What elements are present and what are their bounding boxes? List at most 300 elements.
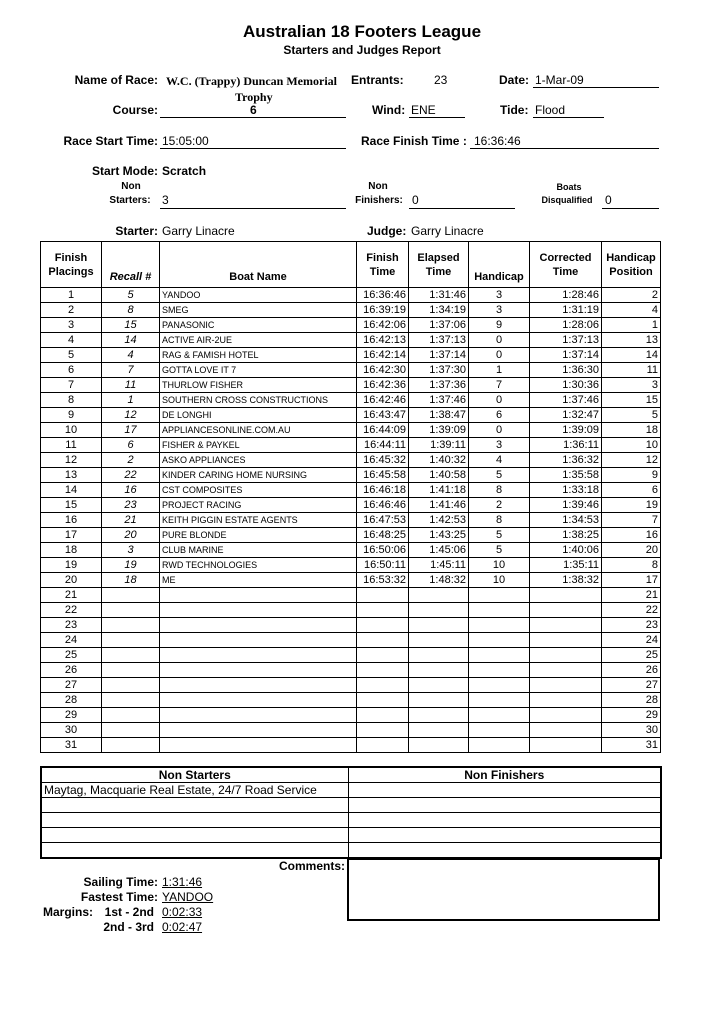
non-finisher-cell (348, 843, 661, 858)
disqualified-label-1: Boats (556, 182, 582, 192)
cell-elapsed-time: 1:45:06 (409, 543, 469, 558)
cell-finish-placing: 3 (41, 318, 102, 333)
ns-row (41, 843, 661, 858)
table-row (41, 468, 661, 483)
cell-elapsed-time: 1:45:11 (409, 558, 469, 573)
non-finishers-header: Non Finishers (348, 767, 661, 783)
fastest-time-value: YANDOO (162, 890, 214, 904)
entrants-value: 23 (434, 73, 448, 87)
cell-recall: 18 (102, 573, 160, 588)
cell-handicap: 3 (469, 438, 530, 453)
cell-finish-time: 16:36:46 (357, 288, 409, 303)
col-header-elapsed-time: Elapsed Time (409, 242, 469, 288)
col-header-handicap: Handicap (469, 242, 530, 288)
col-header-corrected-time: Corrected Time (530, 242, 602, 288)
race-name-label: Name of Race: (74, 73, 158, 87)
cell-finish-placing: 25 (41, 648, 102, 663)
table-row (41, 738, 661, 753)
cell-boat-name (160, 633, 357, 648)
ns-row (41, 813, 661, 828)
cell-elapsed-time (409, 603, 469, 618)
ns-row (41, 783, 661, 798)
cell-boat-name: SOUTHERN CROSS CONSTRUCTIONS (160, 393, 357, 408)
cell-handicap (469, 708, 530, 723)
cell-corrected-time: 1:28:46 (530, 288, 602, 303)
cell-elapsed-time (409, 588, 469, 603)
cell-elapsed-time (409, 633, 469, 648)
non-finisher-cell (348, 828, 661, 843)
report-subtitle: Starters and Judges Report (283, 43, 441, 57)
cell-finish-time: 16:42:14 (357, 348, 409, 363)
cell-finish-placing: 2 (41, 303, 102, 318)
cell-boat-name: PROJECT RACING (160, 498, 357, 513)
table-row (41, 618, 661, 633)
wind-label: Wind: (372, 103, 406, 117)
col-header-boat-name: Boat Name (160, 242, 357, 288)
table-row (41, 288, 661, 303)
cell-finish-placing: 28 (41, 693, 102, 708)
cell-recall: 2 (102, 453, 160, 468)
cell-corrected-time: 1:39:46 (530, 498, 602, 513)
table-row (41, 483, 661, 498)
cell-elapsed-time: 1:43:25 (409, 528, 469, 543)
cell-corrected-time (530, 603, 602, 618)
col-header-finish-placings: Finish Placings (41, 242, 102, 288)
cell-handicap: 4 (469, 453, 530, 468)
comments-label: Comments: (278, 859, 345, 873)
disqualified-value: 0 (605, 193, 612, 207)
cell-boat-name: GOTTA LOVE IT 7 (160, 363, 357, 378)
cell-corrected-time: 1:38:32 (530, 573, 602, 588)
cell-recall (102, 663, 160, 678)
cell-elapsed-time: 1:42:53 (409, 513, 469, 528)
cell-finish-time: 16:42:30 (357, 363, 409, 378)
cell-handicap (469, 633, 530, 648)
race-finish-time-label: Race Finish Time : (361, 134, 467, 148)
cell-finish-placing: 24 (41, 633, 102, 648)
cell-boat-name: RWD TECHNOLOGIES (160, 558, 357, 573)
cell-corrected-time (530, 738, 602, 753)
cell-boat-name (160, 693, 357, 708)
cell-finish-placing: 9 (41, 408, 102, 423)
cell-corrected-time: 1:28:06 (530, 318, 602, 333)
date-label: Date: (499, 73, 530, 87)
cell-boat-name: CLUB MARINE (160, 543, 357, 558)
cell-boat-name: APPLIANCESONLINE.COM.AU (160, 423, 357, 438)
cell-handicap: 0 (469, 348, 530, 363)
start-mode-value: Scratch (162, 164, 207, 178)
cell-corrected-time: 1:32:47 (530, 408, 602, 423)
non-starters-header: Non Starters (41, 767, 348, 783)
cell-handicap-position: 23 (602, 618, 661, 633)
cell-elapsed-time: 1:39:11 (409, 438, 469, 453)
ns-header-row (41, 767, 661, 783)
cell-handicap (469, 738, 530, 753)
cell-finish-placing: 13 (41, 468, 102, 483)
results-table (40, 241, 661, 753)
cell-boat-name (160, 588, 357, 603)
cell-boat-name: ASKO APPLIANCES (160, 453, 357, 468)
cell-recall: 3 (102, 543, 160, 558)
cell-elapsed-time: 1:38:47 (409, 408, 469, 423)
cell-corrected-time (530, 663, 602, 678)
cell-boat-name: ACTIVE AIR-2UE (160, 333, 357, 348)
cell-handicap: 10 (469, 558, 530, 573)
cell-finish-time: 16:42:13 (357, 333, 409, 348)
cell-corrected-time: 1:33:18 (530, 483, 602, 498)
cell-finish-placing: 21 (41, 588, 102, 603)
cell-handicap-position: 1 (602, 318, 661, 333)
cell-handicap: 5 (469, 543, 530, 558)
cell-handicap (469, 723, 530, 738)
table-row (41, 303, 661, 318)
cell-recall: 12 (102, 408, 160, 423)
cell-recall (102, 633, 160, 648)
cell-handicap-position: 7 (602, 513, 661, 528)
cell-elapsed-time: 1:41:46 (409, 498, 469, 513)
ns-body (41, 783, 661, 858)
cell-recall: 11 (102, 378, 160, 393)
cell-finish-time (357, 648, 409, 663)
cell-finish-placing: 5 (41, 348, 102, 363)
cell-corrected-time: 1:37:46 (530, 393, 602, 408)
cell-boat-name (160, 618, 357, 633)
cell-finish-placing: 12 (41, 453, 102, 468)
cell-handicap-position: 6 (602, 483, 661, 498)
cell-handicap: 10 (469, 573, 530, 588)
cell-handicap: 7 (469, 378, 530, 393)
cell-handicap-position: 19 (602, 498, 661, 513)
cell-boat-name (160, 738, 357, 753)
cell-finish-placing: 27 (41, 678, 102, 693)
cell-finish-time: 16:53:32 (357, 573, 409, 588)
cell-corrected-time: 1:35:58 (530, 468, 602, 483)
cell-recall: 1 (102, 393, 160, 408)
race-start-time-label: Race Start Time: (63, 134, 158, 148)
cell-handicap (469, 678, 530, 693)
second-third-label: 2nd - 3rd (103, 920, 154, 934)
cell-corrected-time: 1:31:19 (530, 303, 602, 318)
cell-finish-placing: 8 (41, 393, 102, 408)
cell-recall: 19 (102, 558, 160, 573)
cell-finish-time: 16:47:53 (357, 513, 409, 528)
course-value: 6 (250, 103, 257, 117)
table-row (41, 423, 661, 438)
cell-elapsed-time: 1:37:30 (409, 363, 469, 378)
cell-finish-time: 16:44:11 (357, 438, 409, 453)
first-second-label: 1st - 2nd (104, 905, 154, 919)
cell-elapsed-time: 1:37:36 (409, 378, 469, 393)
cell-finish-time: 16:43:47 (357, 408, 409, 423)
cell-handicap: 3 (469, 288, 530, 303)
cell-handicap-position: 8 (602, 558, 661, 573)
cell-handicap-position: 22 (602, 603, 661, 618)
table-row (41, 453, 661, 468)
cell-recall (102, 693, 160, 708)
cell-finish-placing: 20 (41, 573, 102, 588)
cell-elapsed-time: 1:41:18 (409, 483, 469, 498)
cell-recall (102, 738, 160, 753)
non-starter-cell (41, 843, 348, 858)
tide-value: Flood (535, 103, 566, 117)
cell-finish-time (357, 693, 409, 708)
cell-handicap-position: 24 (602, 633, 661, 648)
date-value: 1-Mar-09 (535, 73, 584, 87)
cell-handicap-position: 21 (602, 588, 661, 603)
cell-corrected-time: 1:39:09 (530, 423, 602, 438)
sailing-time-value: 1:31:46 (162, 875, 203, 889)
table-row (41, 498, 661, 513)
cell-finish-placing: 6 (41, 363, 102, 378)
cell-corrected-time: 1:30:36 (530, 378, 602, 393)
non-starter-cell (41, 813, 348, 828)
cell-recall: 14 (102, 333, 160, 348)
cell-recall: 6 (102, 438, 160, 453)
ns-row (41, 828, 661, 843)
cell-boat-name: SMEG (160, 303, 357, 318)
cell-elapsed-time (409, 723, 469, 738)
cell-corrected-time: 1:36:11 (530, 438, 602, 453)
fastest-time-label: Fastest Time: (80, 890, 158, 904)
cell-recall: 16 (102, 483, 160, 498)
cell-recall (102, 618, 160, 633)
cell-elapsed-time: 1:40:58 (409, 468, 469, 483)
cell-boat-name: CST COMPOSITES (160, 483, 357, 498)
cell-handicap: 2 (469, 498, 530, 513)
date-underline (533, 87, 659, 88)
cell-boat-name: KINDER CARING HOME NURSING (160, 468, 357, 483)
cell-handicap: 5 (469, 528, 530, 543)
cell-handicap-position: 30 (602, 723, 661, 738)
cell-recall: 17 (102, 423, 160, 438)
cell-handicap-position: 13 (602, 333, 661, 348)
cell-boat-name (160, 708, 357, 723)
race-start-time-value: 15:05:00 (162, 134, 209, 148)
table-row (41, 603, 661, 618)
cell-handicap-position: 9 (602, 468, 661, 483)
cell-corrected-time: 1:36:30 (530, 363, 602, 378)
cell-elapsed-time (409, 678, 469, 693)
cell-elapsed-time (409, 693, 469, 708)
cell-finish-time (357, 738, 409, 753)
table-row (41, 378, 661, 393)
cell-finish-placing: 30 (41, 723, 102, 738)
table-row (41, 528, 661, 543)
cell-handicap: 5 (469, 468, 530, 483)
comments-box[interactable] (347, 858, 660, 921)
cell-handicap-position: 17 (602, 573, 661, 588)
table-row (41, 408, 661, 423)
table-row (41, 513, 661, 528)
starter-label: Starter: (115, 224, 158, 238)
cell-boat-name: THURLOW FISHER (160, 378, 357, 393)
cell-finish-time (357, 663, 409, 678)
cell-elapsed-time: 1:34:19 (409, 303, 469, 318)
race-name-line1: W.C. (Trappy) Duncan Memorial (166, 74, 337, 88)
non-starters-underline (160, 208, 346, 209)
cell-finish-placing: 29 (41, 708, 102, 723)
cell-finish-time: 16:44:09 (357, 423, 409, 438)
cell-handicap: 3 (469, 303, 530, 318)
cell-finish-time (357, 603, 409, 618)
non-starters-finishers-table (40, 766, 662, 859)
cell-finish-time: 16:39:19 (357, 303, 409, 318)
table-row (41, 678, 661, 693)
judge-label: Judge: (367, 224, 407, 238)
col-header-handicap-position: Handicap Position (602, 242, 661, 288)
table-row (41, 693, 661, 708)
cell-handicap (469, 693, 530, 708)
cell-handicap-position: 3 (602, 378, 661, 393)
tide-label: Tide: (500, 103, 529, 117)
cell-handicap (469, 663, 530, 678)
cell-boat-name: FISHER & PAYKEL (160, 438, 357, 453)
cell-handicap-position: 5 (602, 408, 661, 423)
cell-handicap (469, 588, 530, 603)
cell-finish-time (357, 618, 409, 633)
wind-underline (409, 117, 465, 118)
cell-boat-name: RAG & FAMISH HOTEL (160, 348, 357, 363)
table-row (41, 663, 661, 678)
cell-boat-name (160, 723, 357, 738)
cell-elapsed-time: 1:37:14 (409, 348, 469, 363)
cell-finish-placing: 23 (41, 618, 102, 633)
table-row (41, 318, 661, 333)
course-underline (160, 117, 346, 118)
cell-elapsed-time (409, 663, 469, 678)
cell-finish-placing: 31 (41, 738, 102, 753)
non-starter-cell: Maytag, Macquarie Real Estate, 24/7 Road Service (41, 783, 348, 798)
cell-recall (102, 723, 160, 738)
cell-handicap (469, 648, 530, 663)
table-row (41, 633, 661, 648)
cell-handicap-position: 4 (602, 303, 661, 318)
cell-corrected-time (530, 588, 602, 603)
cell-corrected-time (530, 633, 602, 648)
non-starter-cell (41, 798, 348, 813)
cell-elapsed-time (409, 648, 469, 663)
cell-corrected-time (530, 708, 602, 723)
second-third-value: 0:02:47 (162, 920, 203, 934)
cell-finish-placing: 10 (41, 423, 102, 438)
table-row (41, 573, 661, 588)
cell-recall: 21 (102, 513, 160, 528)
cell-corrected-time: 1:38:25 (530, 528, 602, 543)
cell-finish-placing: 16 (41, 513, 102, 528)
cell-elapsed-time (409, 738, 469, 753)
table-row (41, 708, 661, 723)
table-row (41, 393, 661, 408)
non-finisher-cell (348, 783, 661, 798)
cell-corrected-time (530, 723, 602, 738)
cell-finish-time: 16:42:36 (357, 378, 409, 393)
sailing-time-label: Sailing Time: (83, 875, 158, 889)
cell-handicap: 6 (469, 408, 530, 423)
disqualified-underline (602, 208, 659, 209)
cell-corrected-time (530, 618, 602, 633)
table-row (41, 723, 661, 738)
report-title: Australian 18 Footers League (242, 22, 482, 41)
cell-boat-name: PANASONIC (160, 318, 357, 333)
cell-boat-name: PURE BLONDE (160, 528, 357, 543)
cell-recall: 7 (102, 363, 160, 378)
cell-handicap-position: 25 (602, 648, 661, 663)
course-label: Course: (112, 103, 158, 117)
cell-recall: 22 (102, 468, 160, 483)
cell-handicap-position: 28 (602, 693, 661, 708)
cell-finish-time: 16:48:25 (357, 528, 409, 543)
cell-finish-placing: 17 (41, 528, 102, 543)
table-row (41, 438, 661, 453)
non-starter-cell (41, 828, 348, 843)
col-header-finish-time: Finish Time (357, 242, 409, 288)
cell-handicap-position: 10 (602, 438, 661, 453)
cell-elapsed-time: 1:48:32 (409, 573, 469, 588)
cell-finish-time: 16:46:18 (357, 483, 409, 498)
cell-recall: 15 (102, 318, 160, 333)
cell-handicap: 1 (469, 363, 530, 378)
finish-time-underline (470, 148, 659, 149)
cell-corrected-time (530, 648, 602, 663)
cell-elapsed-time (409, 708, 469, 723)
cell-finish-time: 16:50:11 (357, 558, 409, 573)
cell-handicap-position: 11 (602, 363, 661, 378)
cell-finish-time (357, 588, 409, 603)
non-finishers-underline (409, 208, 515, 209)
cell-handicap (469, 603, 530, 618)
starter-value: Garry Linacre (162, 224, 235, 238)
cell-handicap: 9 (469, 318, 530, 333)
non-starters-label-2: Starters: (109, 195, 151, 206)
results-body (41, 288, 661, 753)
cell-elapsed-time: 1:37:13 (409, 333, 469, 348)
table-row (41, 363, 661, 378)
cell-recall: 8 (102, 303, 160, 318)
cell-elapsed-time (409, 618, 469, 633)
table-row (41, 558, 661, 573)
cell-elapsed-time: 1:39:09 (409, 423, 469, 438)
cell-handicap-position: 15 (602, 393, 661, 408)
cell-finish-time (357, 708, 409, 723)
cell-boat-name: ME (160, 573, 357, 588)
cell-handicap-position: 12 (602, 453, 661, 468)
cell-boat-name (160, 678, 357, 693)
tide-underline (533, 117, 604, 118)
cell-finish-time (357, 633, 409, 648)
cell-boat-name (160, 663, 357, 678)
cell-elapsed-time: 1:37:46 (409, 393, 469, 408)
cell-finish-placing: 11 (41, 438, 102, 453)
cell-handicap-position: 27 (602, 678, 661, 693)
cell-boat-name (160, 648, 357, 663)
non-starters-value: 3 (162, 193, 169, 207)
race-finish-time-value: 16:36:46 (474, 134, 521, 148)
cell-recall: 4 (102, 348, 160, 363)
cell-corrected-time: 1:35:11 (530, 558, 602, 573)
non-finishers-value: 0 (412, 193, 419, 207)
cell-handicap-position: 14 (602, 348, 661, 363)
cell-handicap-position: 31 (602, 738, 661, 753)
entrants-label: Entrants: (351, 73, 404, 87)
cell-handicap: 8 (469, 483, 530, 498)
cell-handicap: 0 (469, 423, 530, 438)
start-mode-label: Start Mode: (92, 164, 158, 178)
table-row (41, 333, 661, 348)
cell-corrected-time: 1:40:06 (530, 543, 602, 558)
cell-recall: 20 (102, 528, 160, 543)
cell-finish-placing: 18 (41, 543, 102, 558)
cell-handicap-position: 29 (602, 708, 661, 723)
